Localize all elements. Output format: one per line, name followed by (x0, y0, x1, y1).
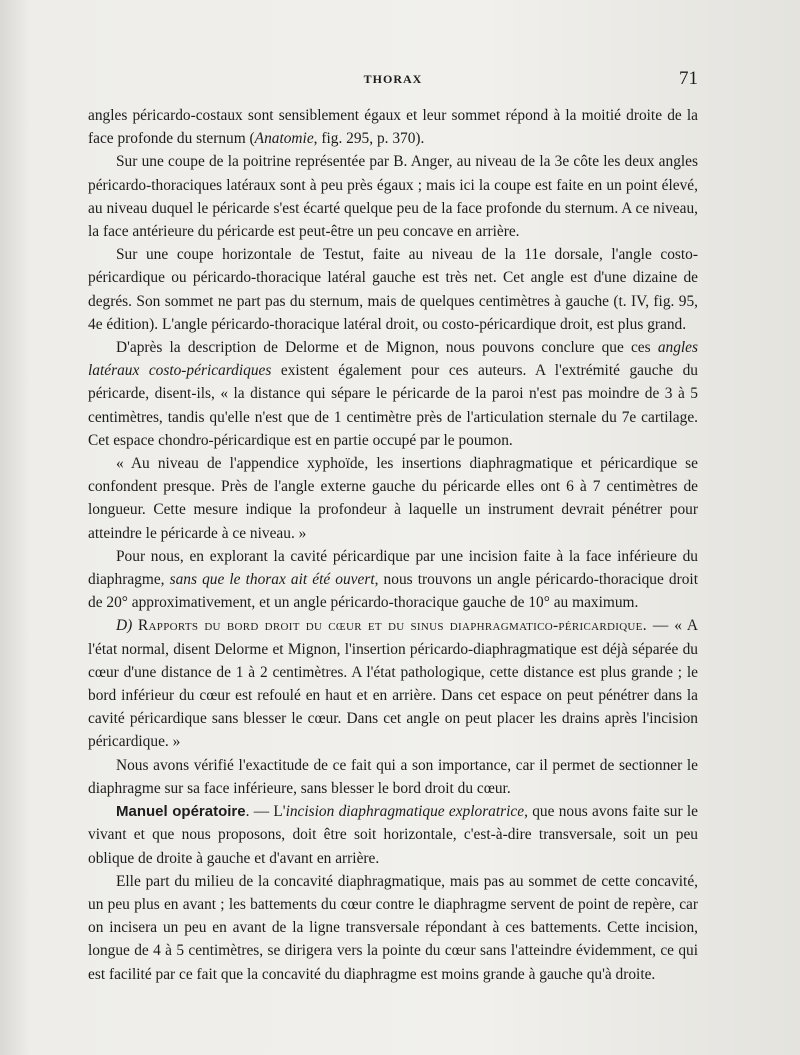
paragraph-3: Sur une coupe horizontale de Testut, faite au niveau de la 11e dorsale, l'angle costo-péricardique ou péricardo-thoracique latéral gauche est très net. Cet angle est d'une dizaine de degrés. Son sommet ne part pas du sternum, mais de quelques centimètres à gauche (t. IV, fig. 95, 4e édition). L'angle péricardo-thoracique latéral droit, ou costo-péricardique droit, est plus grand. (88, 246, 698, 333)
running-head (88, 68, 698, 96)
paragraph-2: Sur une coupe de la poitrine représentée par B. Anger, au niveau de la 3e côte les deux angles péricardo-thoraciques latéraux sont à peu près égaux ; mais ici la coupe est faite en un point élevé, au niveau duquel le péricarde s'est écarté quelque peu de la face profonde du sternum. A ce niveau, la face antérieure du péricarde est peut-être un peu concave en arrière. (88, 153, 698, 241)
paragraph-1: angles péricardo-costaux sont sensiblement égaux et leur sommet répond à la moitié droite de la face profonde du sternum (Anatomie, fig. 295, p. 370). (88, 107, 698, 148)
paragraph-4: D'après la description de Delorme et de Mignon, nous pouvons conclure que ces angles latéraux costo-péricardiques existent également pour ces auteurs. A l'extrémité gauche du péricarde, disent-ils, « la distance qui sépare le péricarde de la paroi n'est pas moindre de 3 à 5 centimètres, tandis qu'elle n'est que de 1 centimètre près de l'articulation sternale du 7e cartilage. Cet espace chondro-péricardique est en partie occupé par le poumon. (88, 339, 698, 449)
running-title: THORAX (363, 72, 423, 86)
subheading-manuel-operatoire: Manuel opératoire (116, 803, 246, 821)
page-body (88, 104, 698, 986)
paragraph-6: Pour nous, en explorant la cavité péricardique par une incision faite à la face inférieure du diaphragme, sans que le thorax ait été ouvert, nous trouvons un angle péricardo-thoracique droit de 20° approximativement, et un angle péricardo-thoracique gauche de 10° au maximum. (88, 547, 698, 612)
paragraph-10: Elle part du milieu de la concavité diaphragmatique, mais pas au sommet de cette concavité, un peu plus en avant ; les battements du cœur contre le diaphragme servent de point de repère, car on incisera un peu en avant de la ligne transversale répondant à ces battements. Cette incision, longue de 4 à 5 centimètres, se dirigera vers la pointe du cœur sans l'atteindre évidemment, ce qui est facilité par ce fait que la concavité du diaphragme est moins grande à gauche qu'à droite. (88, 872, 698, 983)
section-label: D) (116, 617, 133, 635)
paragraph-9: Manuel opératoire. — L'incision diaphragmatique exploratrice, que nous avons faite sur le vivant et que nous proposons, doit être soit horizontale, c'est-à-dire transversale, soit un peu oblique de droite à gauche et d'avant en arrière. (88, 803, 699, 867)
section-heading: Rapports du bord droit du cœur et du sinus diaphragmatico-péricardique. — (137, 617, 669, 635)
paragraph-8: Nous avons vérifié l'exactitude de ce fait qui a son importance, car il permet de sectionner le diaphragme sur sa face inférieure, sans blesser le bord droit du cœur. (88, 756, 698, 797)
page-number: 71 (679, 68, 698, 89)
paragraph-7: D) Rapports du bord droit du cœur et du sinus diaphragmatico-péricardique. — « A l'état normal, disent Delorme et Mignon, l'insertion péricardo-diaphragmatique est déjà séparée du cœur d'une distance de 1 à 2 centimètres. A l'état pathologique, cette distance est plus grande ; le bord inférieur du cœur est refoulé en haut et en arrière. Dans cet espace on peut pénétrer dans la cavité péricardique sans blesser le cœur. Dans cet angle on peut placer les drains après l'incision péricardique. » (88, 617, 698, 751)
paragraph-5: « Au niveau de l'appendice xyphoïde, les insertions diaphragmatique et péricardique se confondent presque. Près de l'angle externe gauche du péricarde elles ont 6 à 7 centimètres de longueur. Cette mesure indique la profondeur à laquelle un instrument devrait pénétrer pour atteindre le péricarde à ce niveau. » (88, 455, 698, 542)
